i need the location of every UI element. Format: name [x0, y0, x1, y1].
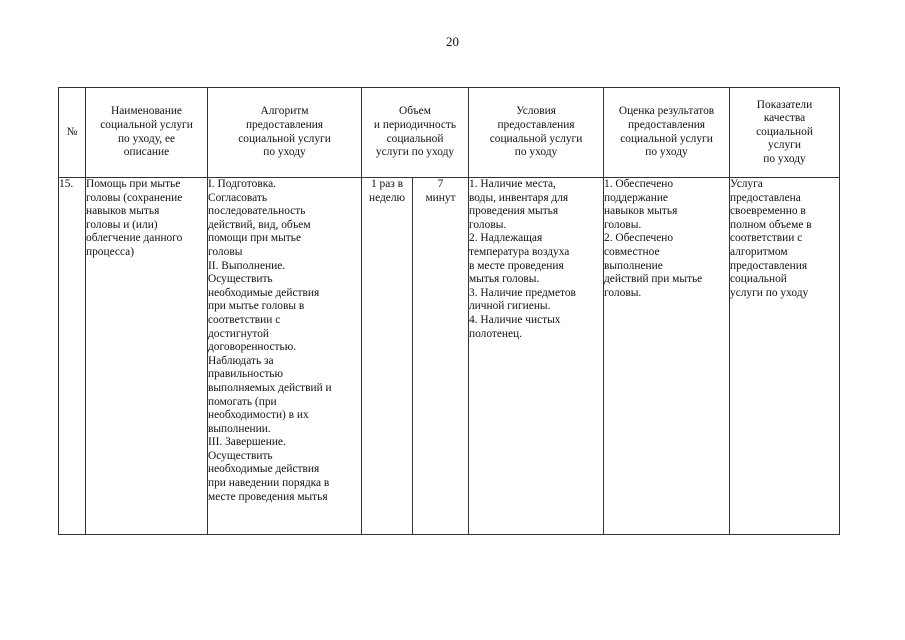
- algorithm-line: соответствии с: [208, 313, 281, 326]
- header-name: [86, 88, 208, 178]
- conditions-line: личной гигиены.: [469, 300, 551, 313]
- quality-line: алгоритмом: [730, 245, 788, 258]
- algorithm-line: при мытье головы в: [208, 300, 305, 313]
- algorithm-line: действий, вид, объем: [208, 218, 311, 231]
- conditions-line: 1. Наличие места,: [469, 178, 556, 190]
- conditions-line: 3. Наличие предметов: [469, 286, 576, 299]
- algorithm-line: II. Выполнение.: [208, 259, 286, 272]
- algorithm-line: необходимые действия: [208, 463, 320, 476]
- header-conditions-line: по уходу: [514, 146, 558, 159]
- name-line: головы и (или): [86, 218, 158, 231]
- evaluation-line: совместное: [604, 245, 660, 258]
- header-quality-line: по уходу: [763, 152, 806, 165]
- conditions-line: 2. Надлежащая: [469, 232, 543, 245]
- evaluation-line: поддержание: [604, 191, 668, 204]
- header-evaluation: [604, 88, 730, 178]
- header-volume-line: Объем: [399, 105, 431, 118]
- row-quality: [730, 178, 840, 535]
- name-line: головы (сохранение: [86, 191, 183, 204]
- frequency-line: неделю: [368, 191, 406, 204]
- row-frequency: [362, 178, 413, 535]
- quality-line: своевременно в: [730, 205, 806, 218]
- header-volume-line: и периодичность: [373, 118, 457, 131]
- header-algorithm-line: социальной услуги: [238, 132, 331, 145]
- algorithm-line: договоренностью.: [208, 341, 297, 354]
- header-quality-line: Показатели: [756, 98, 813, 111]
- name-line: процесса): [86, 245, 135, 258]
- name-line: Помощь при мытье: [86, 178, 181, 190]
- conditions-line: в месте проведения: [469, 259, 564, 272]
- conditions-line: полотенец.: [469, 327, 522, 340]
- evaluation-line: 2. Обеспечено: [604, 232, 674, 245]
- header-conditions-line: Условия: [516, 105, 556, 118]
- duration-line: 7: [437, 178, 444, 190]
- header-name-line: Наименование: [111, 105, 182, 118]
- header-algorithm-line: предоставления: [245, 118, 324, 131]
- algorithm-line: достигнутой: [208, 327, 269, 340]
- algorithm-line: I. Подготовка.: [208, 178, 276, 190]
- quality-line: полном объеме в: [730, 218, 812, 231]
- header-evaluation-line: Оценка результатов: [618, 105, 715, 118]
- algorithm-line: месте проведения мытья: [208, 490, 328, 503]
- quality-line: Услуга: [730, 178, 763, 190]
- name-line: навыков мытья: [86, 205, 160, 218]
- header-algorithm-line: по уходу: [263, 146, 306, 159]
- row-num: [59, 178, 86, 535]
- algorithm-line: Наблюдать за: [208, 354, 274, 367]
- algorithm-line: III. Завершение.: [208, 436, 286, 449]
- evaluation-line: 1. Обеспечено: [604, 178, 674, 190]
- algorithm-line: Согласовать: [208, 191, 268, 204]
- algorithm-line: головы: [208, 245, 243, 258]
- row-conditions: [469, 178, 604, 535]
- quality-line: предоставления: [730, 259, 808, 272]
- header-evaluation-line: предоставления: [627, 118, 706, 131]
- conditions-line: 4. Наличие чистых: [469, 313, 561, 326]
- algorithm-line: выполнении.: [208, 422, 271, 435]
- algorithm-line: при наведении порядка в: [208, 477, 330, 490]
- header-conditions-line: социальной услуги: [489, 132, 583, 145]
- conditions-line: проведения мытья: [469, 205, 559, 218]
- algorithm-line: помощи при мытье: [208, 232, 302, 245]
- header-volume-line: социальной: [386, 132, 444, 145]
- header-quality-line: качества: [763, 112, 806, 125]
- evaluation-line: головы.: [604, 218, 642, 231]
- evaluation-line: головы.: [604, 286, 642, 299]
- header-name-line: по уходу, ее: [117, 132, 176, 145]
- duration-line: минут: [425, 191, 456, 204]
- header-evaluation-line: по уходу: [645, 146, 688, 159]
- header-quality: [730, 88, 840, 178]
- quality-line: соответствии с: [730, 232, 803, 245]
- services-table: [58, 87, 840, 535]
- algorithm-line: необходимости) в их: [208, 409, 309, 422]
- row-num-label: 15.: [59, 178, 74, 190]
- header-evaluation-line: социальной услуги: [620, 132, 713, 145]
- quality-line: социальной: [730, 273, 787, 286]
- header-num: [59, 88, 86, 178]
- algorithm-line: Осуществить: [208, 273, 273, 286]
- header-quality-line: социальной: [756, 125, 813, 138]
- header-quality-line: услуги: [768, 139, 801, 152]
- header-name-line: описание: [123, 146, 170, 159]
- evaluation-line: действий при мытье: [604, 273, 703, 286]
- header-algorithm: [208, 88, 362, 178]
- algorithm-line: правильностью: [208, 368, 284, 381]
- conditions-line: головы.: [469, 218, 507, 231]
- evaluation-line: выполнение: [604, 259, 663, 272]
- header-algorithm-line: Алгоритм: [260, 105, 309, 118]
- conditions-line: температура воздуха: [469, 245, 570, 258]
- row-evaluation: [604, 178, 730, 535]
- algorithm-line: необходимые действия: [208, 286, 320, 299]
- row-algorithm: [208, 178, 362, 535]
- header-row: [59, 88, 840, 178]
- header-num-label: №: [66, 125, 78, 138]
- header-volume-line: услуги по уходу: [375, 146, 455, 159]
- evaluation-line: навыков мытья: [604, 205, 678, 218]
- table-row: [59, 178, 840, 535]
- name-line: облегчение данного: [86, 232, 183, 245]
- header-conditions: [469, 88, 604, 178]
- algorithm-line: выполняемых действий и: [208, 381, 332, 394]
- quality-line: предоставлена: [730, 191, 801, 204]
- page-number: 20: [446, 34, 459, 49]
- conditions-line: воды, инвентаря для: [469, 191, 569, 204]
- header-volume: [362, 88, 469, 178]
- header-name-line: социальной услуги: [100, 118, 193, 131]
- algorithm-line: последовательность: [208, 205, 306, 218]
- algorithm-line: помогать (при: [208, 395, 277, 408]
- row-duration: [413, 178, 469, 535]
- frequency-line: 1 раз в: [370, 178, 404, 190]
- algorithm-line: Осуществить: [208, 449, 273, 462]
- quality-line: услуги по уходу: [730, 286, 809, 299]
- header-conditions-line: предоставления: [497, 118, 575, 131]
- row-name: [86, 178, 208, 535]
- conditions-line: мытья головы.: [469, 273, 540, 286]
